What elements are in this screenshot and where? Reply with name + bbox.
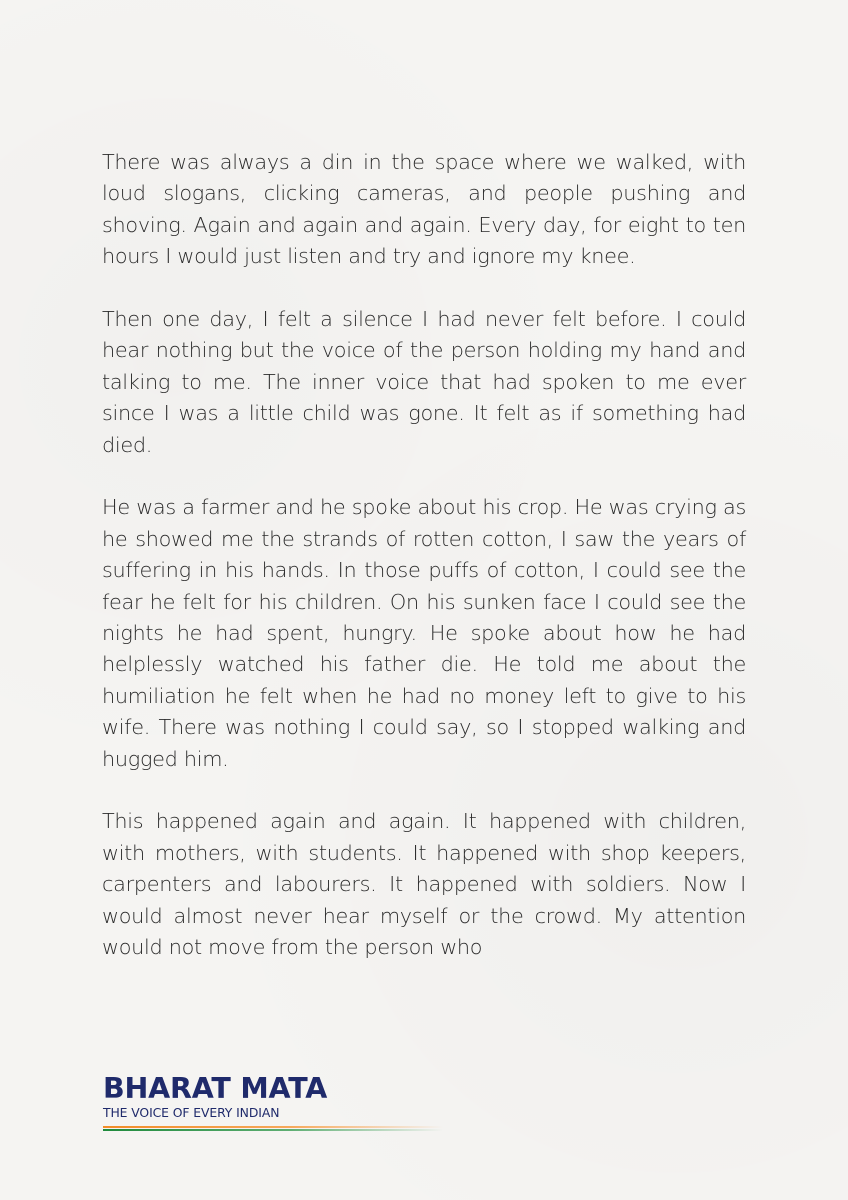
saffron-stripe — [103, 1126, 443, 1128]
brand-tagline: THE VOICE OF EVERY INDIAN — [103, 1105, 280, 1120]
paragraph-4: This happened again and again. It happened with children, with mothers, with students. It happened with shop keepers, carpenters and labourers. It happened with soldiers. Now I would almost never hear myself or the crowd. My attention would not move from the person who — [102, 809, 746, 960]
green-stripe — [103, 1129, 443, 1131]
paragraph-3: He was a farmer and he spoke about his crop. He was crying as he showed me the strands of rotten cotton, I saw the years of suffering in his hands. In those puffs of cotton, I could see the fear he felt for his children. On his sunken face I could see the nights he had spent, hungry. He spoke about how he had helplessly watched his father die. He told me about the humiliation he felt when he had no money left to give to his wife. There was nothing I could say, so I stopped walking and hugged him. — [102, 495, 746, 771]
brand-logo — [103, 1074, 463, 1132]
brand-title: BHARAT MATA — [103, 1072, 328, 1105]
paragraph-2: Then one day, I felt a silence I had never felt before. I could hear nothing but the voice of the person holding my hand and talking to me. The inner voice that had spoken to me ever since I was a little child was gone. It felt as if something had died. — [102, 307, 746, 457]
paragraph-1: There was always a din in the space where we walked, with loud slogans, clicking cameras, and people pushing and shoving. Again and again and again. Every day, for eight to ten hours I would just listen and try and ignore my knee. — [102, 150, 746, 269]
tricolor-stripes — [103, 1126, 443, 1131]
letter-body — [102, 147, 746, 995]
